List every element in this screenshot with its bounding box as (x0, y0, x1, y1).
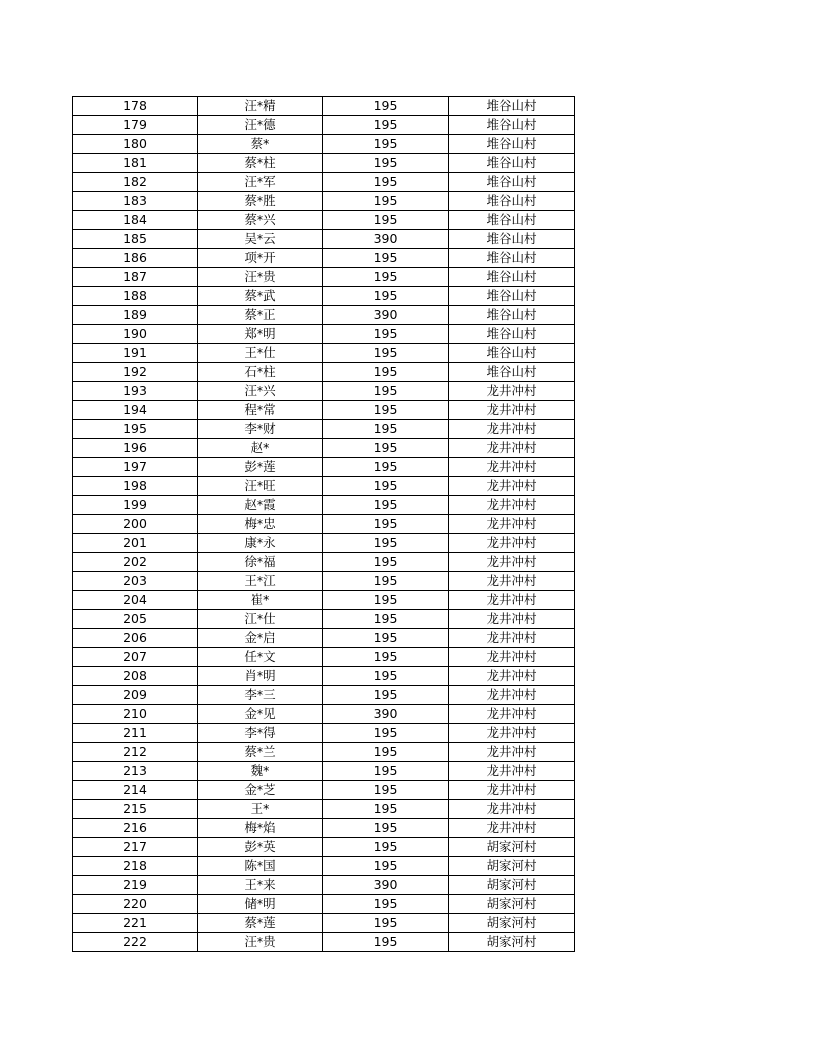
row-number-cell: 197 (73, 458, 198, 477)
row-number-cell: 219 (73, 876, 198, 895)
row-number-cell: 202 (73, 553, 198, 572)
table-row (73, 819, 575, 838)
row-number-cell: 191 (73, 344, 198, 363)
amount-cell: 195 (323, 439, 449, 458)
village-cell: 胡家河村 (449, 895, 575, 914)
row-number-cell: 189 (73, 306, 198, 325)
data-table (72, 96, 575, 952)
table-row (73, 382, 575, 401)
table-row (73, 895, 575, 914)
amount-cell: 195 (323, 610, 449, 629)
name-cell: 程*常 (198, 401, 323, 420)
village-cell: 堆谷山村 (449, 230, 575, 249)
amount-cell: 195 (323, 154, 449, 173)
village-cell: 龙井冲村 (449, 762, 575, 781)
table-row (73, 705, 575, 724)
row-number-cell: 218 (73, 857, 198, 876)
table-row (73, 97, 575, 116)
name-cell: 蔡*武 (198, 287, 323, 306)
amount-cell: 390 (323, 230, 449, 249)
row-number-cell: 209 (73, 686, 198, 705)
table-row (73, 325, 575, 344)
row-number-cell: 217 (73, 838, 198, 857)
name-cell: 赵*霞 (198, 496, 323, 515)
table-row (73, 667, 575, 686)
table-row (73, 230, 575, 249)
name-cell: 金*见 (198, 705, 323, 724)
name-cell: 李*财 (198, 420, 323, 439)
name-cell: 徐*福 (198, 553, 323, 572)
village-cell: 龙井冲村 (449, 629, 575, 648)
name-cell: 梅*焰 (198, 819, 323, 838)
row-number-cell: 178 (73, 97, 198, 116)
row-number-cell: 183 (73, 192, 198, 211)
table-row (73, 572, 575, 591)
amount-cell: 195 (323, 477, 449, 496)
village-cell: 堆谷山村 (449, 249, 575, 268)
name-cell: 金*芝 (198, 781, 323, 800)
table-row (73, 914, 575, 933)
name-cell: 蔡*兴 (198, 211, 323, 230)
amount-cell: 195 (323, 781, 449, 800)
name-cell: 汪*兴 (198, 382, 323, 401)
village-cell: 堆谷山村 (449, 116, 575, 135)
name-cell: 王*江 (198, 572, 323, 591)
table-row (73, 800, 575, 819)
row-number-cell: 182 (73, 173, 198, 192)
row-number-cell: 216 (73, 819, 198, 838)
amount-cell: 195 (323, 382, 449, 401)
village-cell: 胡家河村 (449, 914, 575, 933)
name-cell: 魏* (198, 762, 323, 781)
name-cell: 王*来 (198, 876, 323, 895)
table-row (73, 249, 575, 268)
amount-cell: 195 (323, 344, 449, 363)
amount-cell: 390 (323, 306, 449, 325)
name-cell: 崔* (198, 591, 323, 610)
table-row (73, 344, 575, 363)
row-number-cell: 184 (73, 211, 198, 230)
row-number-cell: 185 (73, 230, 198, 249)
row-number-cell: 220 (73, 895, 198, 914)
amount-cell: 195 (323, 819, 449, 838)
row-number-cell: 188 (73, 287, 198, 306)
name-cell: 李*三 (198, 686, 323, 705)
village-cell: 龙井冲村 (449, 534, 575, 553)
table-row (73, 439, 575, 458)
row-number-cell: 200 (73, 515, 198, 534)
name-cell: 汪*精 (198, 97, 323, 116)
village-cell: 堆谷山村 (449, 306, 575, 325)
row-number-cell: 221 (73, 914, 198, 933)
village-cell: 龙井冲村 (449, 458, 575, 477)
table-row (73, 534, 575, 553)
amount-cell: 195 (323, 363, 449, 382)
name-cell: 彭*莲 (198, 458, 323, 477)
name-cell: 汪*贵 (198, 268, 323, 287)
row-number-cell: 203 (73, 572, 198, 591)
row-number-cell: 180 (73, 135, 198, 154)
village-cell: 龙井冲村 (449, 800, 575, 819)
amount-cell: 195 (323, 192, 449, 211)
row-number-cell: 195 (73, 420, 198, 439)
name-cell: 彭*英 (198, 838, 323, 857)
amount-cell: 195 (323, 629, 449, 648)
row-number-cell: 208 (73, 667, 198, 686)
name-cell: 吴*云 (198, 230, 323, 249)
village-cell: 胡家河村 (449, 857, 575, 876)
table-row (73, 724, 575, 743)
name-cell: 汪*贵 (198, 933, 323, 952)
amount-cell: 195 (323, 648, 449, 667)
village-cell: 堆谷山村 (449, 363, 575, 382)
table-row (73, 420, 575, 439)
table-row (73, 458, 575, 477)
table-row (73, 116, 575, 135)
amount-cell: 195 (323, 211, 449, 230)
name-cell: 蔡*莲 (198, 914, 323, 933)
village-cell: 龙井冲村 (449, 477, 575, 496)
table-row (73, 933, 575, 952)
table-row (73, 496, 575, 515)
amount-cell: 195 (323, 838, 449, 857)
name-cell: 陈*国 (198, 857, 323, 876)
table-row (73, 135, 575, 154)
name-cell: 汪*德 (198, 116, 323, 135)
table-row (73, 876, 575, 895)
row-number-cell: 214 (73, 781, 198, 800)
amount-cell: 195 (323, 914, 449, 933)
village-cell: 龙井冲村 (449, 724, 575, 743)
village-cell: 龙井冲村 (449, 705, 575, 724)
row-number-cell: 215 (73, 800, 198, 819)
amount-cell: 195 (323, 515, 449, 534)
table-row (73, 762, 575, 781)
row-number-cell: 201 (73, 534, 198, 553)
table-row (73, 173, 575, 192)
name-cell: 储*明 (198, 895, 323, 914)
amount-cell: 195 (323, 287, 449, 306)
name-cell: 金*启 (198, 629, 323, 648)
name-cell: 汪*旺 (198, 477, 323, 496)
name-cell: 蔡*兰 (198, 743, 323, 762)
amount-cell: 195 (323, 116, 449, 135)
village-cell: 龙井冲村 (449, 667, 575, 686)
table-row (73, 306, 575, 325)
amount-cell: 195 (323, 857, 449, 876)
table-row (73, 648, 575, 667)
amount-cell: 195 (323, 686, 449, 705)
amount-cell: 195 (323, 743, 449, 762)
amount-cell: 195 (323, 268, 449, 287)
name-cell: 李*得 (198, 724, 323, 743)
row-number-cell: 222 (73, 933, 198, 952)
name-cell: 蔡* (198, 135, 323, 154)
table-row (73, 401, 575, 420)
row-number-cell: 186 (73, 249, 198, 268)
table-row (73, 363, 575, 382)
amount-cell: 195 (323, 724, 449, 743)
village-cell: 龙井冲村 (449, 439, 575, 458)
village-cell: 堆谷山村 (449, 173, 575, 192)
table-row (73, 192, 575, 211)
name-cell: 康*永 (198, 534, 323, 553)
row-number-cell: 210 (73, 705, 198, 724)
table-row (73, 591, 575, 610)
table-row (73, 629, 575, 648)
village-cell: 堆谷山村 (449, 154, 575, 173)
row-number-cell: 187 (73, 268, 198, 287)
village-cell: 堆谷山村 (449, 287, 575, 306)
amount-cell: 195 (323, 553, 449, 572)
table-row (73, 838, 575, 857)
village-cell: 龙井冲村 (449, 515, 575, 534)
row-number-cell: 198 (73, 477, 198, 496)
amount-cell: 195 (323, 97, 449, 116)
amount-cell: 195 (323, 895, 449, 914)
row-number-cell: 212 (73, 743, 198, 762)
village-cell: 龙井冲村 (449, 401, 575, 420)
table-row (73, 268, 575, 287)
amount-cell: 195 (323, 249, 449, 268)
village-cell: 胡家河村 (449, 933, 575, 952)
name-cell: 任*文 (198, 648, 323, 667)
village-cell: 堆谷山村 (449, 211, 575, 230)
amount-cell: 195 (323, 667, 449, 686)
village-cell: 堆谷山村 (449, 135, 575, 154)
amount-cell: 195 (323, 534, 449, 553)
amount-cell: 195 (323, 135, 449, 154)
village-cell: 堆谷山村 (449, 344, 575, 363)
name-cell: 蔡*柱 (198, 154, 323, 173)
amount-cell: 195 (323, 591, 449, 610)
name-cell: 蔡*胜 (198, 192, 323, 211)
amount-cell: 195 (323, 762, 449, 781)
table-row (73, 211, 575, 230)
row-number-cell: 192 (73, 363, 198, 382)
row-number-cell: 181 (73, 154, 198, 173)
row-number-cell: 194 (73, 401, 198, 420)
amount-cell: 390 (323, 705, 449, 724)
table-row (73, 515, 575, 534)
name-cell: 郑*明 (198, 325, 323, 344)
amount-cell: 195 (323, 173, 449, 192)
village-cell: 堆谷山村 (449, 192, 575, 211)
row-number-cell: 196 (73, 439, 198, 458)
name-cell: 梅*忠 (198, 515, 323, 534)
amount-cell: 195 (323, 325, 449, 344)
amount-cell: 195 (323, 496, 449, 515)
village-cell: 龙井冲村 (449, 610, 575, 629)
village-cell: 龙井冲村 (449, 382, 575, 401)
table-row (73, 857, 575, 876)
name-cell: 肖*明 (198, 667, 323, 686)
village-cell: 龙井冲村 (449, 648, 575, 667)
row-number-cell: 207 (73, 648, 198, 667)
table-row (73, 743, 575, 762)
amount-cell: 195 (323, 420, 449, 439)
row-number-cell: 179 (73, 116, 198, 135)
table-row (73, 287, 575, 306)
row-number-cell: 206 (73, 629, 198, 648)
name-cell: 王*仕 (198, 344, 323, 363)
table-body (73, 97, 575, 952)
village-cell: 龙井冲村 (449, 420, 575, 439)
amount-cell: 195 (323, 572, 449, 591)
village-cell: 龙井冲村 (449, 819, 575, 838)
row-number-cell: 204 (73, 591, 198, 610)
village-cell: 龙井冲村 (449, 572, 575, 591)
table-row (73, 686, 575, 705)
village-cell: 龙井冲村 (449, 781, 575, 800)
amount-cell: 390 (323, 876, 449, 895)
row-number-cell: 193 (73, 382, 198, 401)
village-cell: 龙井冲村 (449, 686, 575, 705)
row-number-cell: 199 (73, 496, 198, 515)
row-number-cell: 211 (73, 724, 198, 743)
village-cell: 龙井冲村 (449, 553, 575, 572)
village-cell: 龙井冲村 (449, 743, 575, 762)
amount-cell: 195 (323, 933, 449, 952)
name-cell: 石*柱 (198, 363, 323, 382)
name-cell: 赵* (198, 439, 323, 458)
village-cell: 胡家河村 (449, 838, 575, 857)
amount-cell: 195 (323, 458, 449, 477)
row-number-cell: 205 (73, 610, 198, 629)
table-row (73, 154, 575, 173)
village-cell: 堆谷山村 (449, 268, 575, 287)
table-row (73, 477, 575, 496)
row-number-cell: 213 (73, 762, 198, 781)
name-cell: 汪*军 (198, 173, 323, 192)
village-cell: 胡家河村 (449, 876, 575, 895)
village-cell: 堆谷山村 (449, 325, 575, 344)
village-cell: 堆谷山村 (449, 97, 575, 116)
amount-cell: 195 (323, 800, 449, 819)
table-row (73, 553, 575, 572)
amount-cell: 195 (323, 401, 449, 420)
name-cell: 江*仕 (198, 610, 323, 629)
village-cell: 龙井冲村 (449, 591, 575, 610)
name-cell: 蔡*正 (198, 306, 323, 325)
row-number-cell: 190 (73, 325, 198, 344)
name-cell: 项*开 (198, 249, 323, 268)
name-cell: 王* (198, 800, 323, 819)
table-row (73, 781, 575, 800)
village-cell: 龙井冲村 (449, 496, 575, 515)
table-row (73, 610, 575, 629)
